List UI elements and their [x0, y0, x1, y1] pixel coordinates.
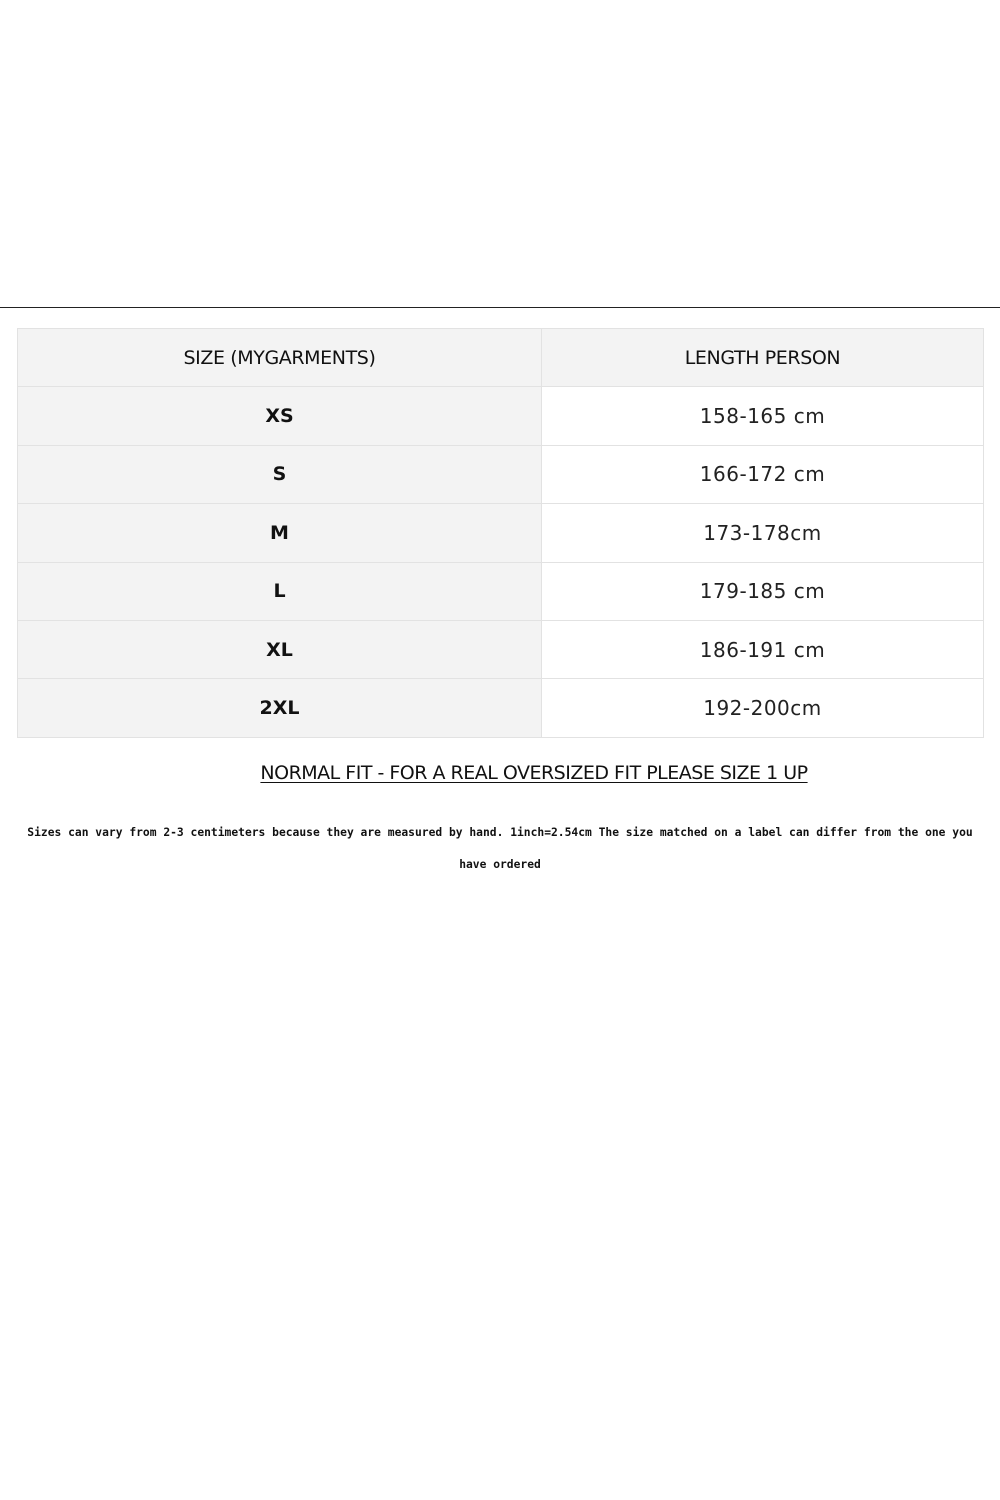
size-cell: XL [18, 620, 542, 678]
fit-note-text: NORMAL FIT - FOR A REAL OVERSIZED FIT PLEASE SIZE 1 UP [260, 762, 808, 784]
length-cell: 192-200cm [542, 679, 984, 737]
length-cell: 173-178cm [542, 504, 984, 562]
length-cell: 166-172 cm [542, 445, 984, 503]
column-header-size: SIZE (MYGARMENTS) [18, 329, 542, 387]
table-row [18, 620, 984, 678]
fit-note-heading [0, 762, 1000, 784]
length-cell: 179-185 cm [542, 562, 984, 620]
size-cell: M [18, 504, 542, 562]
size-cell: S [18, 445, 542, 503]
table-row [18, 562, 984, 620]
table-header-row [18, 329, 984, 387]
table-row [18, 445, 984, 503]
size-cell: L [18, 562, 542, 620]
table-row [18, 679, 984, 737]
size-chart-table [17, 328, 984, 738]
column-header-length: LENGTH PERSON [542, 329, 984, 387]
table-row [18, 387, 984, 445]
length-cell: 158-165 cm [542, 387, 984, 445]
divider-line [0, 307, 1000, 308]
size-cell: XS [18, 387, 542, 445]
length-cell: 186-191 cm [542, 620, 984, 678]
size-cell: 2XL [18, 679, 542, 737]
size-disclaimer: Sizes can vary from 2-3 centimeters because they are measured by hand. 1inch=2.54cm The size matched on a label can differ from the one you have ordered [27, 826, 973, 871]
table-row [18, 504, 984, 562]
